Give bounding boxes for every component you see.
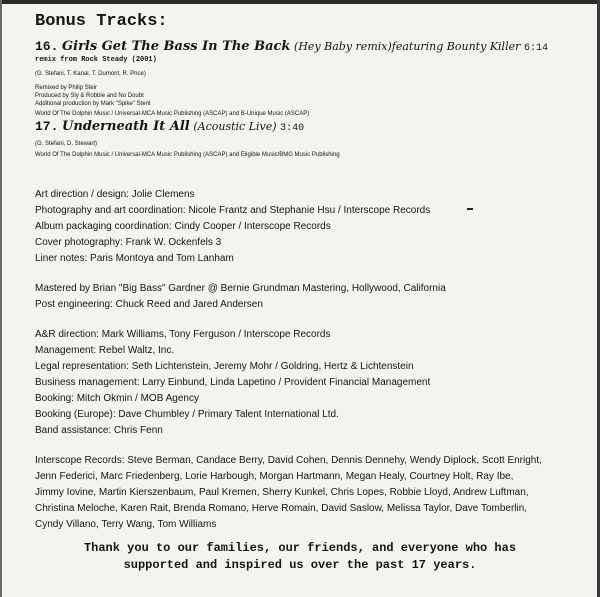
credit-line: Liner notes: Paris Montoya and Tom Lanham: [35, 253, 234, 264]
thank-you-line: Thank you to our families, our friends, and everyone who has: [83, 541, 517, 555]
track-16-writers: (G. Stefani, T. Kanal, T. Dumont, R. Price): [35, 71, 146, 77]
credits-management-block: [35, 327, 542, 439]
credit-line: Mastered by Brian "Big Bass" Gardner @ Bernie Grundman Mastering, Hollywood, California: [35, 283, 446, 294]
credit-line: Album packaging coordination: Cindy Cooper / Interscope Records: [35, 221, 331, 232]
track-16-credit: Produced by Sly & Robbie and No Doubt: [35, 93, 144, 99]
credits-section: [35, 187, 542, 547]
track-16-version: (Hey Baby remix): [294, 40, 392, 53]
track-17-duration: 3:40: [280, 123, 305, 134]
scan-edge-left: [0, 0, 2, 597]
credit-line: Photography and art coordination: Nicole Frantz and Stephanie Hsu / Interscope Records: [35, 205, 431, 216]
credit-line: Jenn Federici, Marc Friedenberg, Lorie Harbough, Morgan Hartmann, Megan Healy, Courtney Holt, Ray Ibe,: [35, 471, 514, 482]
track-17-title: Underneath It All: [62, 119, 190, 134]
credit-line: Management: Rebel Waltz, Inc.: [35, 345, 175, 356]
credit-line: Business management: Larry Einbund, Linda Lapetino / Provident Financial Management: [35, 377, 431, 388]
credits-interscope-block: [35, 453, 542, 533]
track-17: [35, 118, 340, 159]
track-16-number: 16.: [35, 39, 59, 54]
track-16-publishing: World Of The Dolphin Music / Universal-MCA Music Publishing (ASCAP) and B-Unique Music (ASCAP): [35, 111, 310, 117]
credit-line: Christina Meloche, Karen Rait, Brenda Romano, Herve Romain, David Saslow, Melissa Taylor, Dave Tomberlin,: [35, 503, 528, 514]
track-16-title: Girls Get The Bass In The Back: [62, 39, 291, 54]
credit-line: A&R direction: Mark Williams, Tony Ferguson / Interscope Records: [35, 329, 331, 340]
track-16-featuring: featuring Bounty Killer: [391, 40, 521, 53]
thank-you-line: supported and inspired us over the past 17 years.: [123, 558, 477, 572]
credit-line: Band assistance: Chris Fenn: [35, 425, 163, 436]
track-16-remix-source: remix from Rock Steady (2001): [35, 56, 157, 64]
track-17-publishing: World Of The Dolphin Music / Universal-MCA Music Publishing (ASCAP) and Eligible Music/BMG Music Publishing: [35, 152, 340, 158]
thank-you-message: [0, 540, 600, 574]
credit-line: Booking (Europe): Dave Chumbley / Primary Talent International Ltd.: [35, 409, 339, 420]
track-16-credit: Remixed by Philip Steir: [35, 85, 98, 91]
credit-line: Cover photography: Frank W. Ockenfels 3: [35, 237, 222, 248]
credit-line: Post engineering: Chuck Reed and Jared Andersen: [35, 299, 263, 310]
track-17-number: 17.: [35, 119, 59, 134]
credits-art-block: [35, 187, 542, 267]
track-17-version: (Acoustic Live): [193, 120, 277, 133]
bonus-tracks-heading: Bonus Tracks:: [35, 12, 168, 31]
credit-line: Legal representation: Seth Lichtenstein, Jeremy Mohr / Goldring, Hertz & Lichtenstein: [35, 361, 414, 372]
credit-line: Art direction / design: Jolie Clemens: [35, 189, 195, 200]
credit-line: Cyndy Villano, Terry Wang, Tom Williams: [35, 519, 217, 530]
credit-line: Interscope Records: Steve Berman, Candace Berry, David Cohen, Dennis Dennehy, Wendy Diplock, Scott Enright,: [35, 455, 542, 466]
credit-line: Booking: Mitch Okmin / MOB Agency: [35, 393, 199, 404]
track-17-writers: (G. Stefani, D. Stewart): [35, 141, 98, 147]
track-16-credit: Additional production by Mark "Spike" Stent: [35, 101, 151, 107]
scan-edge-top: [0, 0, 600, 4]
credit-line: Jimmy Iovine, Martin Kierszenbaum, Paul Kremen, Sherry Kunkel, Chris Lopes, Robbie Lloyd, Andrew Luftman,: [35, 487, 529, 498]
credits-mastering-block: [35, 281, 542, 313]
track-16: [35, 38, 548, 118]
track-16-duration: 6:14: [523, 43, 548, 54]
